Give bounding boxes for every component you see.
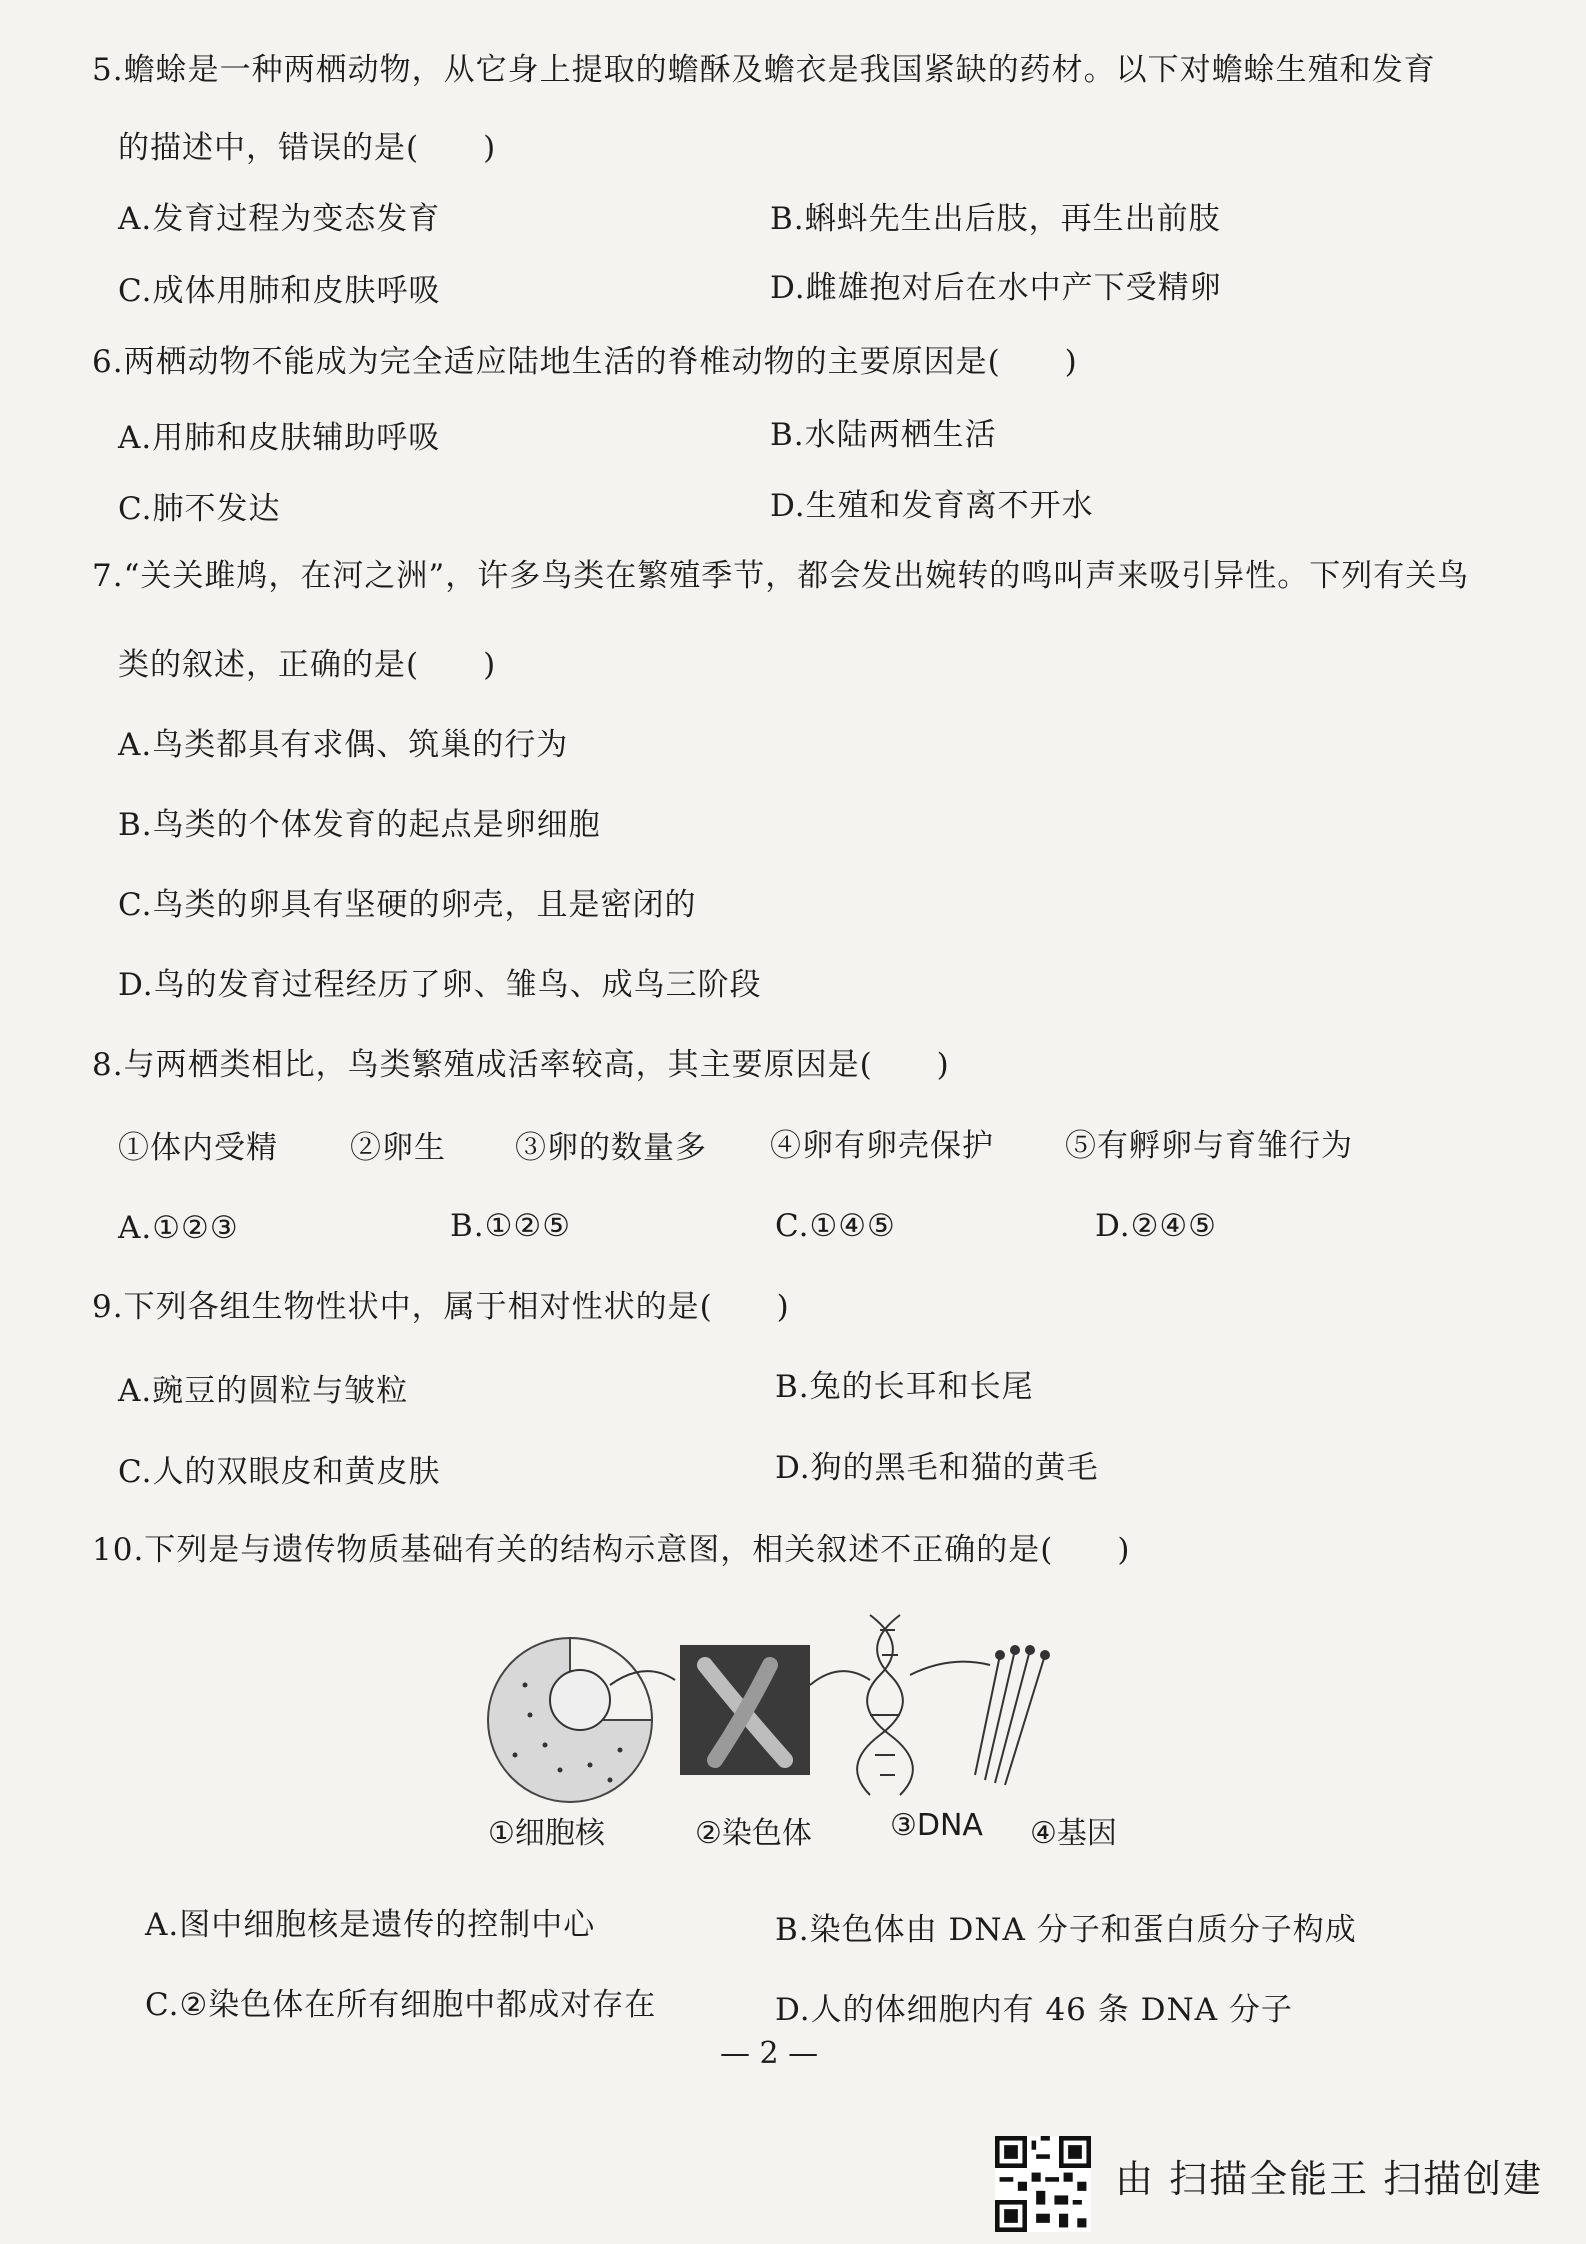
question-9-option-a: A.豌豆的圆粒与皱粒 (118, 1373, 409, 1409)
question-7-option-c: C.鸟类的卵具有坚硬的卵壳，且是密闭的 (118, 887, 697, 923)
question-5-option-a: A.发育过程为变态发育 (118, 201, 441, 237)
question-6-option-a: A.用肺和皮肤辅助呼吸 (118, 420, 441, 456)
question-6-option-d: D.生殖和发育离不开水 (770, 488, 1094, 524)
question-10-option-c: C.②染色体在所有细胞中都成对存在 (145, 1987, 657, 2023)
question-10-option-b: B.染色体由 DNA 分子和蛋白质分子构成 (775, 1912, 1357, 1948)
arrow-3 (910, 1662, 990, 1675)
question-5-option-b: B.蝌蚪先生出后肢，再生出前肢 (770, 201, 1221, 237)
question-9-option-d: D.狗的黑毛和猫的黄毛 (775, 1450, 1099, 1486)
question-8-stem: 8.与两栖类相比，鸟类繁殖成活率较高，其主要原因是( ) (92, 1047, 950, 1083)
question-10-stem: 10.下列是与遗传物质基础有关的结构示意图，相关叙述不正确的是( ) (92, 1532, 1131, 1568)
figure-label-dna: ③DNA (890, 1808, 983, 1843)
question-10-option-d: D.人的体细胞内有 46 条 DNA 分子 (775, 1992, 1293, 2028)
question-8-option-d: D.②④⑤ (1095, 1208, 1217, 1244)
question-5-stem-line-1: 5.蟾蜍是一种两栖动物，从它身上提取的蟾酥及蟾衣是我国紧缺的药材。以下对蟾蜍生殖和发育 (92, 52, 1436, 88)
question-9-stem: 9.下列各组生物性状中，属于相对性状的是( ) (92, 1289, 790, 1325)
question-7-stem-line-2: 类的叙述，正确的是( ) (118, 647, 497, 683)
question-7-option-b: B.鸟类的个体发育的起点是卵细胞 (118, 807, 601, 843)
question-5-option-c: C.成体用肺和皮肤呼吸 (118, 273, 441, 309)
question-8-item-2: ②卵生 (350, 1130, 446, 1166)
page-number: — 2 — (720, 2036, 819, 2071)
figure-label-chromosome: ②染色体 (695, 1816, 812, 1851)
question-6-option-c: C.肺不发达 (118, 491, 281, 527)
scanner-footer-text: 由 扫描全能王 扫描创建 (1115, 2157, 1544, 2201)
cell-nucleus-illustration (488, 1638, 652, 1802)
figure-label-gene: ④基因 (1030, 1816, 1117, 1851)
question-7-option-a: A.鸟类都具有求偶、筑巢的行为 (118, 727, 569, 763)
question-8-item-1: ①体内受精 (118, 1130, 278, 1166)
figure-label-nucleus: ①细胞核 (488, 1816, 605, 1851)
question-8-option-b: B.①②⑤ (450, 1208, 572, 1244)
question-5-stem-line-2: 的描述中，错误的是( ) (118, 130, 497, 166)
question-8-item-4: ④卵有卵壳保护 (770, 1128, 994, 1164)
question-7-option-d: D.鸟的发育过程经历了卵、雏鸟、成鸟三阶段 (118, 967, 762, 1003)
question-8-option-c: C.①④⑤ (775, 1208, 896, 1244)
gene-illustration (975, 1646, 1049, 1785)
question-6-option-b: B.水陆两栖生活 (770, 417, 997, 453)
qr-code-icon (995, 2136, 1091, 2232)
question-6-stem: 6.两栖动物不能成为完全适应陆地生活的脊椎动物的主要原因是( ) (92, 344, 1078, 380)
question-8-item-5: ⑤有孵卵与育雏行为 (1065, 1128, 1353, 1164)
question-8-option-a: A.①②③ (118, 1210, 239, 1246)
question-7-stem-line-1: 7.“关关雎鸠，在河之洲”，许多鸟类在繁殖季节，都会发出婉转的鸣叫声来吸引异性。下列有关鸟 (92, 558, 1470, 594)
question-10-option-a: A.图中细胞核是遗传的控制中心 (145, 1907, 596, 1943)
question-5-option-d: D.雌雄抱对后在水中产下受精卵 (770, 270, 1222, 306)
question-9-option-b: B.兔的长耳和长尾 (775, 1369, 1034, 1405)
chromosome-illustration (680, 1645, 810, 1775)
question-9-option-c: C.人的双眼皮和黄皮肤 (118, 1454, 441, 1490)
dna-helix-illustration (857, 1615, 913, 1795)
question-8-item-3: ③卵的数量多 (515, 1130, 707, 1166)
arrow-2 (810, 1671, 870, 1685)
